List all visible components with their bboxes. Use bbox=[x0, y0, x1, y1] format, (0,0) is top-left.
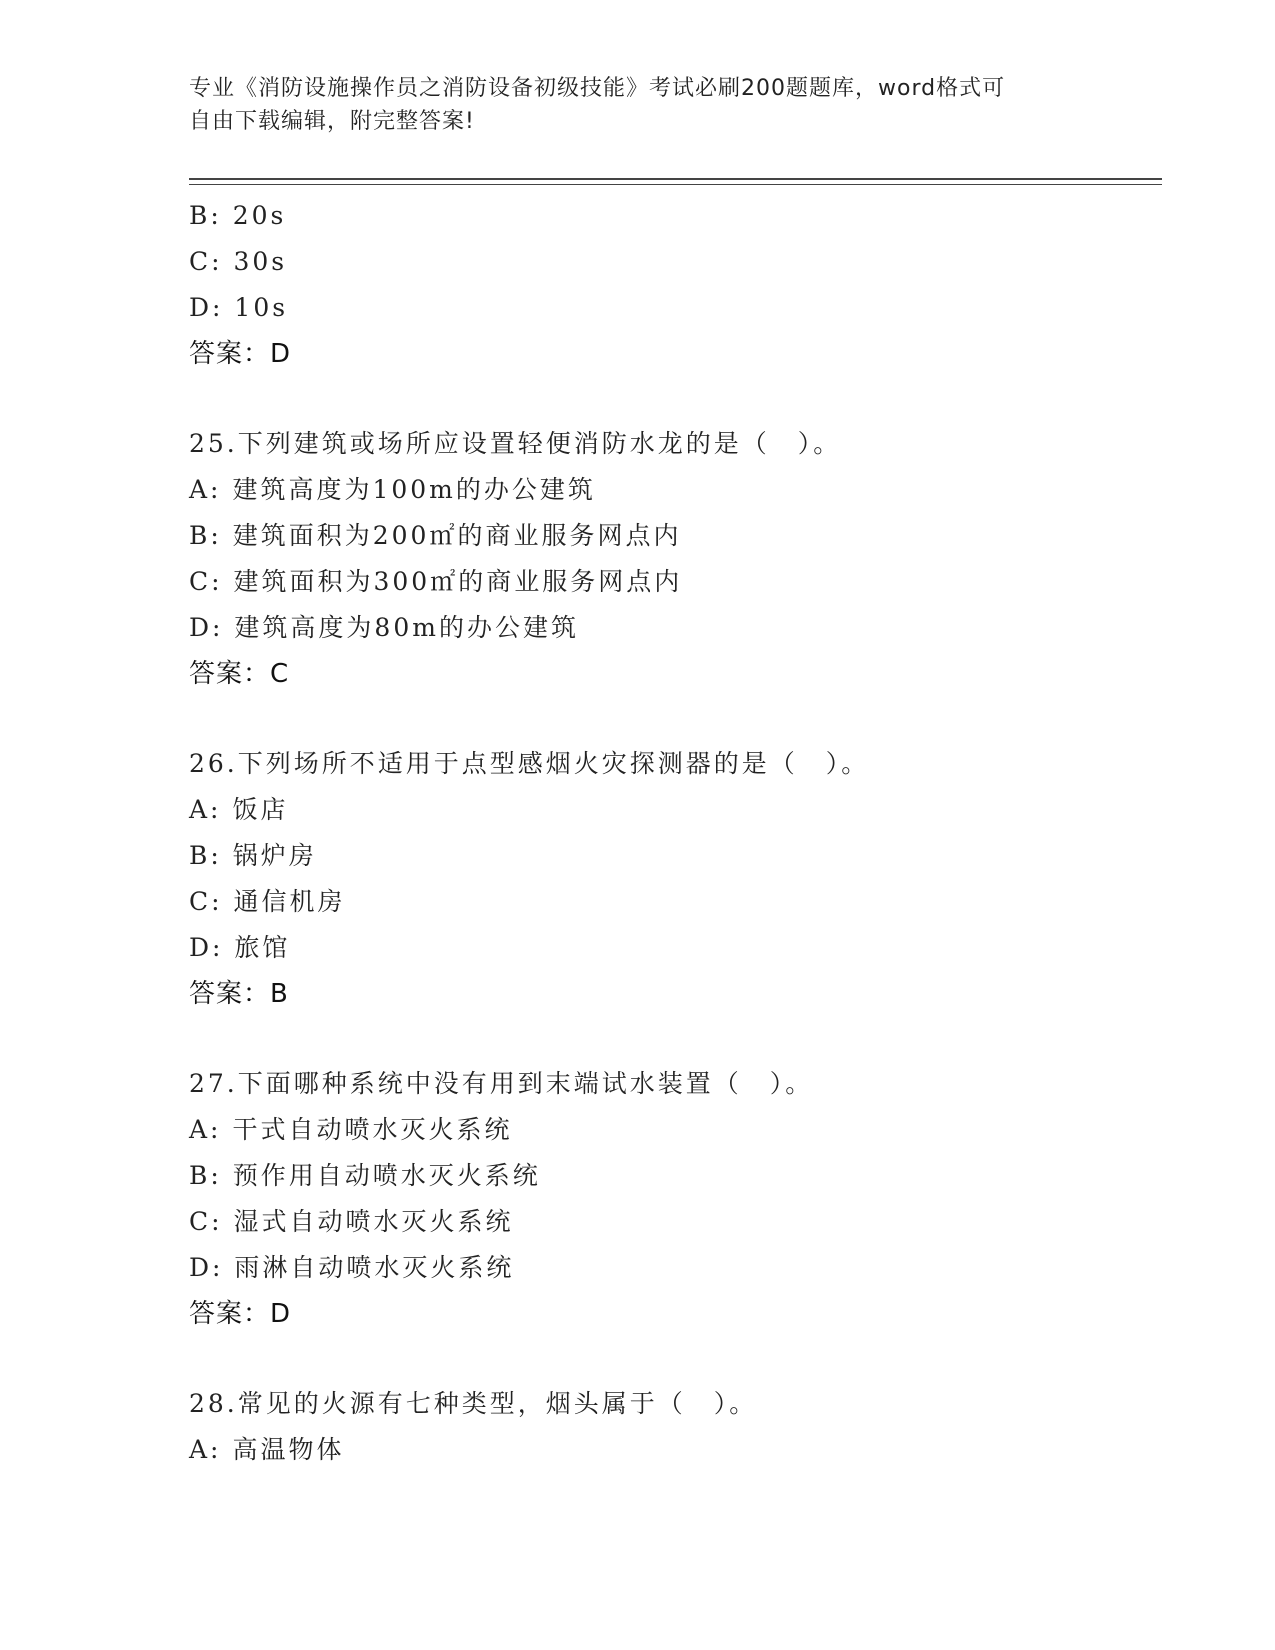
header-divider-thick bbox=[189, 178, 1162, 180]
question-block bbox=[189, 421, 1162, 697]
question-block bbox=[189, 1061, 1162, 1337]
option-key: A: bbox=[189, 475, 233, 504]
option-text: 建筑面积为300㎡的商业服务网点内 bbox=[233, 567, 683, 596]
option-text: 10s bbox=[234, 293, 289, 322]
option-key: D: bbox=[189, 1253, 235, 1282]
option-key: B: bbox=[189, 1161, 233, 1190]
option-text: 高温物体 bbox=[232, 1435, 345, 1464]
option-key: C: bbox=[189, 247, 234, 276]
header-line-1: 专业《消防设施操作员之消防设备初级技能》考试必刷200题题库，word格式可 bbox=[189, 76, 1006, 101]
option-text: 预作用自动喷水灭火系统 bbox=[232, 1161, 541, 1190]
option-text: 干式自动喷水灭火系统 bbox=[232, 1115, 513, 1144]
option-line bbox=[189, 239, 1162, 285]
answer-line: 答案：D bbox=[189, 1299, 292, 1329]
option-line bbox=[189, 1245, 1162, 1291]
option-line bbox=[189, 1153, 1162, 1199]
option-line bbox=[189, 925, 1162, 971]
option-key: A: bbox=[189, 795, 233, 824]
option-key: B: bbox=[189, 521, 233, 550]
question-stem: 27.下面哪种系统中没有用到末端试水装置（ ）。 bbox=[189, 1069, 814, 1098]
option-text: 建筑高度为100m的办公建筑 bbox=[232, 475, 596, 504]
option-line bbox=[189, 193, 1162, 239]
option-key: B: bbox=[189, 201, 233, 230]
option-text: 20s bbox=[232, 201, 287, 230]
question-stem: 25.下列建筑或场所应设置轻便消防水龙的是（ ）。 bbox=[189, 429, 842, 458]
answer-line: 答案：B bbox=[189, 979, 289, 1009]
spacer bbox=[189, 1017, 1162, 1061]
question-stem: 28.常见的火源有七种类型，烟头属于（ ）。 bbox=[189, 1389, 758, 1418]
answer-line: 答案：D bbox=[189, 339, 292, 369]
option-key: D: bbox=[189, 933, 235, 962]
header-divider-thin bbox=[189, 184, 1162, 185]
question-stem: 26.下列场所不适用于点型感烟火灾探测器的是（ ）。 bbox=[189, 749, 870, 778]
spacer bbox=[189, 377, 1162, 421]
option-key: A: bbox=[189, 1115, 233, 1144]
answer-line: 答案：C bbox=[189, 659, 290, 689]
option-line bbox=[189, 467, 1162, 513]
question-list bbox=[189, 193, 1162, 1473]
option-text: 锅炉房 bbox=[232, 841, 317, 870]
option-key: D: bbox=[189, 613, 235, 642]
option-line bbox=[189, 513, 1162, 559]
option-key: C: bbox=[189, 1207, 234, 1236]
option-text: 建筑高度为80m的办公建筑 bbox=[234, 613, 579, 642]
option-text: 雨淋自动喷水灭火系统 bbox=[234, 1253, 515, 1282]
option-line bbox=[189, 559, 1162, 605]
option-line bbox=[189, 1199, 1162, 1245]
option-text: 30s bbox=[233, 247, 288, 276]
spacer bbox=[189, 1337, 1162, 1381]
question-block bbox=[189, 1381, 1162, 1473]
question-block-previous bbox=[189, 193, 1162, 377]
option-key: B: bbox=[189, 841, 233, 870]
option-key: A: bbox=[189, 1435, 233, 1464]
option-text: 湿式自动喷水灭火系统 bbox=[233, 1207, 514, 1236]
option-line bbox=[189, 605, 1162, 651]
option-key: D: bbox=[189, 293, 235, 322]
option-line bbox=[189, 787, 1162, 833]
option-text: 饭店 bbox=[232, 795, 289, 824]
option-line bbox=[189, 1427, 1162, 1473]
document-header bbox=[189, 72, 1089, 138]
option-key: C: bbox=[189, 567, 234, 596]
spacer bbox=[189, 697, 1162, 741]
question-block bbox=[189, 741, 1162, 1017]
option-text: 通信机房 bbox=[233, 887, 346, 916]
option-line bbox=[189, 1107, 1162, 1153]
option-line bbox=[189, 285, 1162, 331]
option-text: 旅馆 bbox=[234, 933, 291, 962]
header-line-2: 自由下载编辑，附完整答案! bbox=[189, 109, 475, 134]
option-text: 建筑面积为200㎡的商业服务网点内 bbox=[232, 521, 682, 550]
option-key: C: bbox=[189, 887, 234, 916]
option-line bbox=[189, 833, 1162, 879]
option-line bbox=[189, 879, 1162, 925]
